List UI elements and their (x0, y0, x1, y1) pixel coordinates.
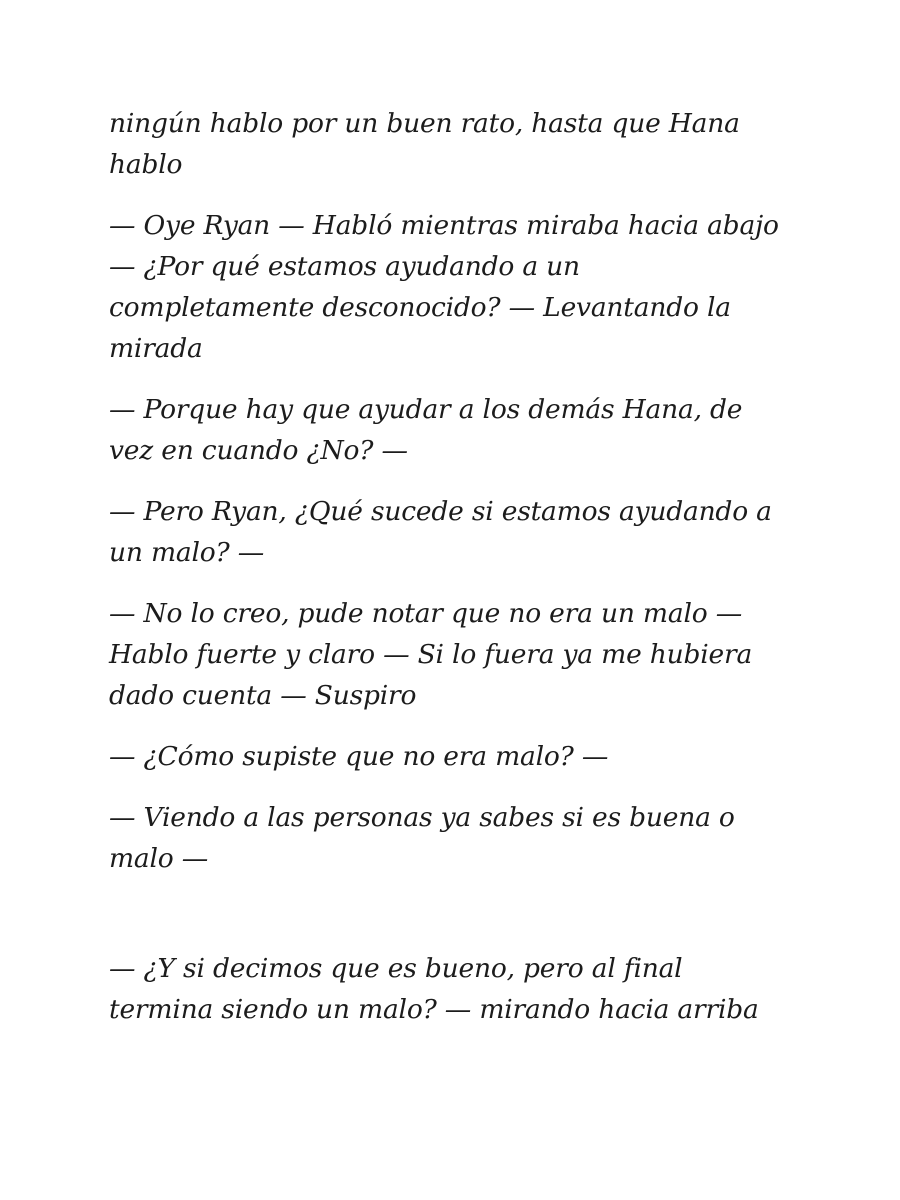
text-line: — Pero Ryan, ¿Qué sucede si estamos ayudando a (109, 496, 772, 527)
text-line: — Viendo a las personas ya sabes si es buena o (109, 802, 735, 833)
text-line: — No lo creo, pude notar que no era un malo — (109, 598, 742, 629)
text-line: Hablo fuerte y claro — Si lo fuera ya me hubiera (109, 639, 753, 670)
paragraph-gap (109, 899, 809, 948)
paragraph-3 (109, 389, 809, 471)
text-line: completamente desconocido? — Levantando la (109, 292, 731, 323)
text-line: mirada (109, 333, 203, 364)
text-line: — Oye Ryan — Habló mientras miraba hacia abajo (109, 210, 779, 241)
paragraph-4 (109, 491, 809, 573)
text-line: vez en cuando ¿No? — (109, 435, 408, 466)
paragraph-2 (109, 205, 809, 369)
paragraph-6 (109, 736, 809, 777)
paragraph-1 (109, 103, 809, 185)
text-line: termina siendo un malo? — mirando hacia arriba (109, 994, 759, 1025)
text-line: — ¿Cómo supiste que no era malo? — (109, 741, 609, 772)
text-line: — ¿Y si decimos que es bueno, pero al final (109, 953, 683, 984)
text-line: hablo (109, 149, 183, 180)
text-line: ningún hablo por un buen rato, hasta que Hana (109, 108, 740, 139)
paragraph-7 (109, 797, 809, 879)
paragraph-5 (109, 593, 809, 716)
text-line: — ¿Por qué estamos ayudando a un (109, 251, 580, 282)
text-line: — Porque hay que ayudar a los demás Hana, de (109, 394, 743, 425)
text-line: malo — (109, 843, 209, 874)
text-column (109, 103, 809, 1050)
paragraph-8 (109, 948, 809, 1030)
text-line: dado cuenta — Suspiro (109, 680, 417, 711)
text-line: un malo? — (109, 537, 265, 568)
